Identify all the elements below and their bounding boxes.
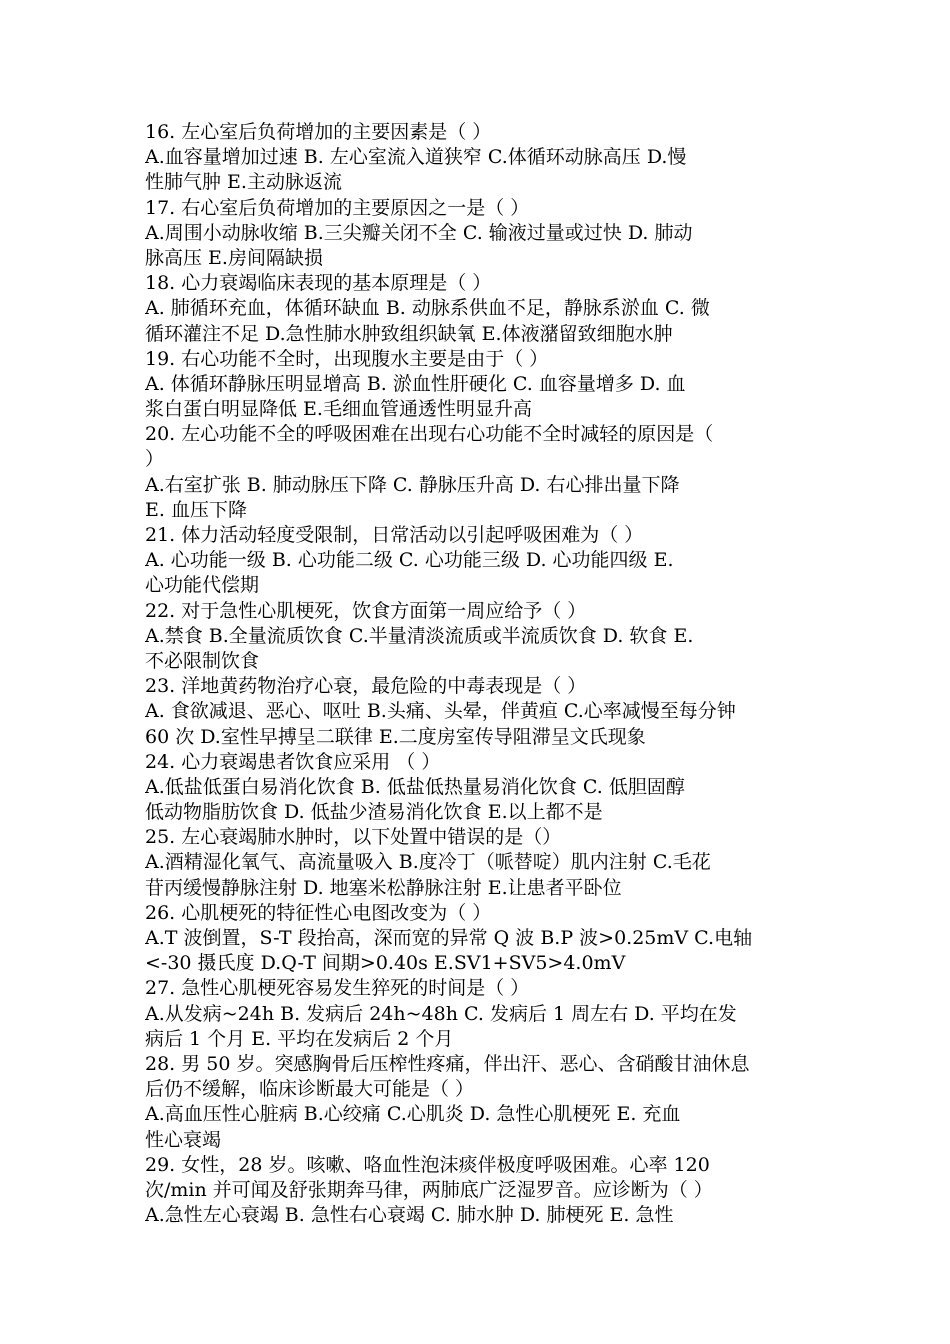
text-line: 浆白蛋白明显降低 E.毛细血管通透性明显升高: [145, 398, 532, 421]
text-line: A.血容量增加过速 B. 左心室流入道狭窄 C.体循环动脉高压 D.慢: [145, 146, 687, 169]
text-line: E. 血压下降: [145, 498, 247, 521]
text-line: A.从发病~24h B. 发病后 24h~48h C. 发病后 1 周左右 D. 平均在发: [145, 1002, 737, 1025]
text-line: 16. 左心室后负荷增加的主要因素是（ ）: [145, 121, 492, 143]
text-line: 24. 心力衰竭患者饮食应采用 （ ）: [145, 750, 441, 773]
text-line: <-30 摄氏度 D.Q-T 间期>0.40s E.SV1+SV5>4.0mV: [145, 952, 626, 975]
text-line: 18. 心力衰竭临床表现的基本原理是（ ）: [145, 272, 492, 295]
text-line: 17. 右心室后负荷增加的主要原因之一是（ ）: [145, 196, 530, 219]
text-line: 不必限制饮食: [145, 649, 260, 672]
text-line: 60 次 D.室性早搏呈二联律 E.二度房室传导阻滞呈文氏现象: [145, 725, 646, 748]
text-line: A.禁食 B.全量流质饮食 C.半量清淡流质或半流质饮食 D. 软食 E.: [145, 624, 694, 647]
text-line: 19. 右心功能不全时，出现腹水主要是由于（ ）: [145, 347, 549, 370]
text-line: A.酒精湿化氧气、高流量吸入 B.度冷丁（哌替啶）肌内注射 C.毛花: [145, 851, 711, 874]
text-line: 27. 急性心肌梗死容易发生猝死的时间是（ ）: [145, 977, 530, 1000]
text-line: 29. 女性，28 岁。咳嗽、咯血性泡沫痰伴极度呼吸困难。心率 120: [145, 1153, 710, 1176]
text-line: A.右室扩张 B. 肺动脉压下降 C. 静脉压升高 D. 右心排出量下降: [145, 473, 680, 496]
text-line: 21. 体力活动轻度受限制，日常活动以引起呼吸困难为（ ）: [145, 524, 644, 546]
text-line: A. 食欲减退、恶心、呕吐 B.头痛、头晕，伴黄疸 C.心率减慢至每分钟: [145, 700, 736, 723]
text-line: A. 心功能一级 B. 心功能二级 C. 心功能三级 D. 心功能四级 E.: [145, 549, 674, 572]
text-line: 性心衰竭: [145, 1128, 222, 1151]
text-line: A.急性左心衰竭 B. 急性右心衰竭 C. 肺水肿 D. 肺梗死 E. 急性: [145, 1204, 674, 1227]
text-line: ）: [145, 448, 165, 471]
text-line: 苷丙缓慢静脉注射 D. 地塞米松静脉注射 E.让患者平卧位: [145, 876, 622, 899]
text-line: 循环灌注不足 D.急性肺水肿致组织缺氧 E.体液潴留致细胞水肿: [145, 322, 673, 345]
text-line: A.低盐低蛋白易消化饮食 B. 低盐低热量易消化饮食 C. 低胆固醇: [145, 775, 685, 798]
text-line: 22. 对于急性心肌梗死，饮食方面第一周应给予（ ）: [145, 599, 587, 622]
text-line: 26. 心肌梗死的特征性心电图改变为（ ）: [145, 901, 492, 924]
text-line: 心功能代偿期: [145, 574, 260, 597]
text-line: A.周围小动脉收缩 B.三尖瓣关闭不全 C. 输液过量或过快 D. 肺动: [145, 221, 693, 244]
text-line: 脉高压 E.房间隔缺损: [145, 246, 323, 269]
text-line: 次/min 并可闻及舒张期奔马律，两肺底广泛湿罗音。应诊断为（ ）: [145, 1178, 713, 1201]
text-line: 低动物脂肪饮食 D. 低盐少渣易消化饮食 E.以上都不是: [145, 801, 603, 824]
text-line: A.高血压性心脏病 B.心绞痛 C.心肌炎 D. 急性心肌梗死 E. 充血: [145, 1103, 681, 1126]
text-line: 23. 洋地黄药物治疗心衰，最危险的中毒表现是（ ）: [145, 675, 587, 698]
text-line: 性肺气肿 E.主动脉返流: [145, 171, 342, 194]
text-line: 后仍不缓解，临床诊断最大可能是（ ）: [145, 1078, 475, 1101]
document-page: [145, 120, 810, 1228]
text-line: 28. 男 50 岁。突感胸骨后压榨性疼痛，伴出汗、恶心、含硝酸甘油休息: [145, 1052, 750, 1075]
text-line: 20. 左心功能不全的呼吸困难在出现右心功能不全时减轻的原因是（: [145, 423, 714, 446]
text-line: 病后 1 个月 E. 平均在发病后 2 个月: [145, 1027, 454, 1050]
text-line: A.T 波倒置，S-T 段抬高，深而宽的异常 Q 波 B.P 波>0.25mV C.电轴: [145, 927, 753, 949]
text-line: A. 体循环静脉压明显增高 B. 淤血性肝硬化 C. 血容量增多 D. 血: [145, 372, 686, 395]
text-line: A. 肺循环充血，体循环缺血 B. 动脉系供血不足，静脉系淤血 C. 微: [145, 297, 710, 320]
text-line: 25. 左心衰竭肺水肿时，以下处置中错误的是（）: [145, 826, 562, 849]
